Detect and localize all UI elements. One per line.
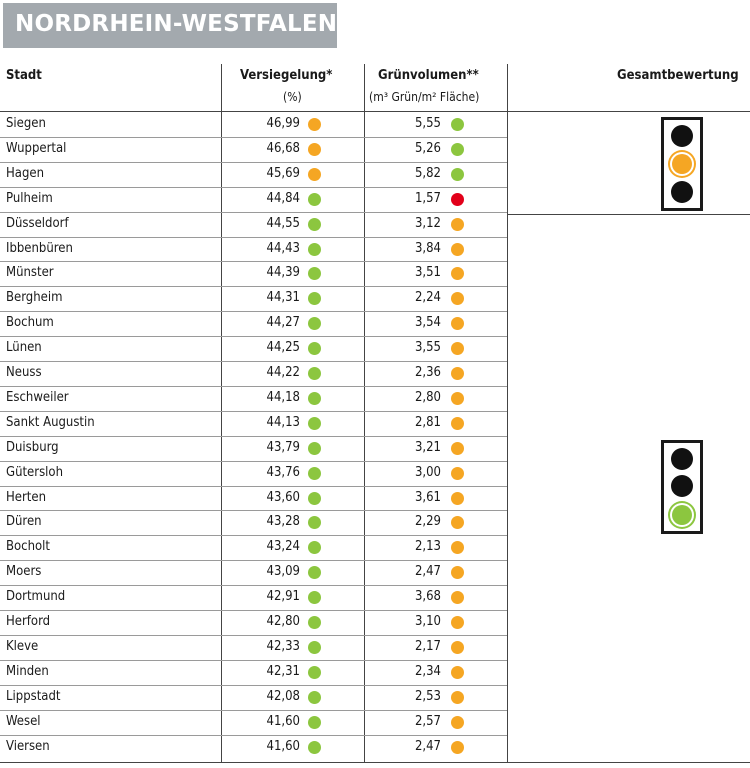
traffic-light-rating [661,440,703,534]
gruenvolumen-value: 3,21 [414,439,441,455]
versiegelung-status-dot [308,541,321,554]
table-row [0,735,507,760]
gruenvolumen-value: 2,24 [414,290,441,306]
gruenvolumen-value: 3,54 [414,315,441,331]
city-name: Gütersloh [6,464,63,480]
city-name: Wesel [6,713,41,729]
versiegelung-status-dot [308,566,321,579]
gruenvolumen-status-dot [451,716,464,729]
versiegelung-value: 44,27 [266,315,300,331]
bottom-rule [0,762,750,763]
table-row [0,237,507,262]
gruenvolumen-status-dot [451,292,464,305]
table-row [0,187,507,212]
gruenvolumen-value: 3,61 [414,489,441,505]
versiegelung-status-dot [308,392,321,405]
gruenvolumen-value: 2,34 [414,663,441,679]
versiegelung-value: 44,39 [266,265,300,281]
versiegelung-status-dot [308,168,321,181]
city-name: Kleve [6,638,39,654]
gruenvolumen-status-dot [451,616,464,629]
table-row [0,212,507,237]
gruenvolumen-value: 2,80 [414,389,441,405]
gruenvolumen-value: 2,47 [414,738,441,754]
table-row [0,386,507,411]
header-versiegelung: Versiegelung* [240,68,333,83]
gruenvolumen-status-dot [451,442,464,455]
versiegelung-value: 45,69 [266,165,300,181]
city-name: Lünen [6,340,42,356]
gruenvolumen-status-dot [451,392,464,405]
gruenvolumen-value: 3,55 [414,340,441,356]
versiegelung-status-dot [308,317,321,330]
gruenvolumen-status-dot [451,143,464,156]
header-stadt: Stadt [6,68,42,83]
lamp-green-on [672,505,692,525]
title-banner [3,3,337,48]
versiegelung-status-dot [308,591,321,604]
versiegelung-value: 44,13 [266,414,300,430]
gruenvolumen-status-dot [451,492,464,505]
table-row [0,535,507,560]
table-row [0,461,507,486]
versiegelung-status-dot [308,417,321,430]
gruenvolumen-status-dot [451,243,464,256]
table-row [0,311,507,336]
city-name: Siegen [6,116,46,131]
city-name: Düren [6,514,42,530]
versiegelung-value: 44,84 [266,190,300,206]
versiegelung-value: 43,28 [266,514,300,530]
versiegelung-value: 41,60 [266,713,300,729]
lamp-yellow-off [671,475,693,497]
versiegelung-status-dot [308,442,321,455]
lamp-yellow-on [672,154,692,174]
gruenvolumen-status-dot [451,541,464,554]
table-row [0,685,507,710]
page-title: NORDRHEIN-WESTFALEN [15,11,338,37]
versiegelung-value: 42,91 [266,589,300,605]
lamp-green-off [671,181,693,203]
city-name: Bocholt [6,539,51,555]
table-row [0,361,507,386]
city-name: Herford [6,614,51,629]
gruenvolumen-value: 3,51 [414,265,441,281]
table-row [0,560,507,585]
versiegelung-value: 44,31 [266,290,300,306]
versiegelung-value: 43,09 [266,564,300,580]
gruenvolumen-value: 5,26 [414,140,441,156]
gruenvolumen-value: 3,68 [414,589,441,605]
versiegelung-status-dot [308,193,321,206]
gruenvolumen-status-dot [451,566,464,579]
versiegelung-status-dot [308,641,321,654]
table-row [0,486,507,511]
table-row [0,137,507,162]
table-row [0,411,507,436]
versiegelung-status-dot [308,118,321,131]
versiegelung-value: 44,18 [266,389,300,405]
lamp-red-off [671,125,693,147]
city-name: Duisburg [6,439,59,455]
header-versiegelung-unit: (%) [283,90,302,104]
versiegelung-value: 44,25 [266,340,300,356]
gruenvolumen-status-dot [451,218,464,231]
versiegelung-status-dot [308,342,321,355]
gruenvolumen-value: 3,12 [414,215,441,231]
rating-group-divider [507,214,750,215]
city-name: Moers [6,564,42,580]
gruenvolumen-status-dot [451,367,464,380]
versiegelung-status-dot [308,367,321,380]
gruenvolumen-status-dot [451,317,464,330]
city-name: Pulheim [6,190,53,206]
gruenvolumen-value: 2,47 [414,564,441,580]
versiegelung-value: 44,55 [266,215,300,231]
header-gruenvolumen-unit: (m³ Grün/m² Fläche) [369,90,480,104]
city-name: Bochum [6,315,54,331]
city-name: Düsseldorf [6,215,69,231]
city-name: Lippstadt [6,688,61,704]
table-row [0,336,507,361]
table-row [0,610,507,635]
gruenvolumen-value: 2,81 [414,414,441,430]
city-name: Eschweiler [6,389,69,405]
gruenvolumen-value: 3,84 [414,240,441,256]
city-name: Münster [6,265,54,281]
versiegelung-status-dot [308,716,321,729]
gruenvolumen-status-dot [451,168,464,181]
city-name: Minden [6,663,49,679]
versiegelung-status-dot [308,218,321,231]
versiegelung-status-dot [308,666,321,679]
city-name: Neuss [6,365,42,380]
gruenvolumen-value: 3,00 [414,464,441,480]
versiegelung-value: 46,99 [266,116,300,131]
city-name: Ibbenbüren [6,240,73,256]
versiegelung-status-dot [308,467,321,480]
gruenvolumen-status-dot [451,591,464,604]
versiegelung-value: 43,76 [266,464,300,480]
city-name: Viersen [6,738,50,754]
gruenvolumen-value: 2,17 [414,638,441,654]
header-gruenvolumen: Grünvolumen** [378,68,479,83]
table-row [0,585,507,610]
gruenvolumen-value: 5,82 [414,165,441,181]
gruenvolumen-status-dot [451,118,464,131]
city-name: Wuppertal [6,140,67,156]
table-row [0,162,507,187]
table-row [0,436,507,461]
versiegelung-status-dot [308,267,321,280]
gruenvolumen-status-dot [451,267,464,280]
versiegelung-value: 43,24 [266,539,300,555]
gruenvolumen-status-dot [451,342,464,355]
versiegelung-status-dot [308,741,321,754]
gruenvolumen-value: 2,13 [414,539,441,555]
city-name: Dortmund [6,589,66,605]
gruenvolumen-value: 2,29 [414,514,441,530]
versiegelung-value: 42,33 [266,638,300,654]
versiegelung-status-dot [308,292,321,305]
versiegelung-value: 43,60 [266,489,300,505]
table-row [0,261,507,286]
versiegelung-status-dot [308,492,321,505]
versiegelung-value: 46,68 [266,140,300,156]
gruenvolumen-status-dot [451,193,464,206]
table-row [0,286,507,311]
gruenvolumen-status-dot [451,666,464,679]
traffic-light-rating [661,117,703,211]
gruenvolumen-status-dot [451,417,464,430]
gruenvolumen-value: 5,55 [414,116,441,131]
versiegelung-value: 43,79 [266,439,300,455]
versiegelung-status-dot [308,243,321,256]
versiegelung-status-dot [308,616,321,629]
gruenvolumen-status-dot [451,516,464,529]
versiegelung-value: 42,31 [266,663,300,679]
versiegelung-status-dot [308,516,321,529]
header-gesamtbewertung: Gesamtbewertung [617,68,739,83]
versiegelung-value: 44,43 [266,240,300,256]
versiegelung-value: 42,08 [266,688,300,704]
gruenvolumen-value: 2,53 [414,688,441,704]
table-row [0,510,507,535]
gruenvolumen-status-dot [451,741,464,754]
versiegelung-status-dot [308,143,321,156]
gruenvolumen-value: 2,57 [414,713,441,729]
table-row [0,112,507,137]
city-name: Hagen [6,165,45,181]
table-row [0,635,507,660]
versiegelung-value: 44,22 [266,365,300,380]
city-name: Bergheim [6,290,63,306]
city-name: Sankt Augustin [6,414,95,430]
gruenvolumen-status-dot [451,691,464,704]
lamp-red-off [671,448,693,470]
versiegelung-value: 42,80 [266,614,300,629]
table-row [0,660,507,685]
gruenvolumen-value: 1,57 [414,190,441,206]
column-divider [507,64,508,762]
gruenvolumen-status-dot [451,467,464,480]
versiegelung-value: 41,60 [266,738,300,754]
table-row [0,710,507,735]
gruenvolumen-value: 3,10 [414,614,441,629]
gruenvolumen-status-dot [451,641,464,654]
city-name: Herten [6,489,46,505]
gruenvolumen-value: 2,36 [414,365,441,380]
versiegelung-status-dot [308,691,321,704]
